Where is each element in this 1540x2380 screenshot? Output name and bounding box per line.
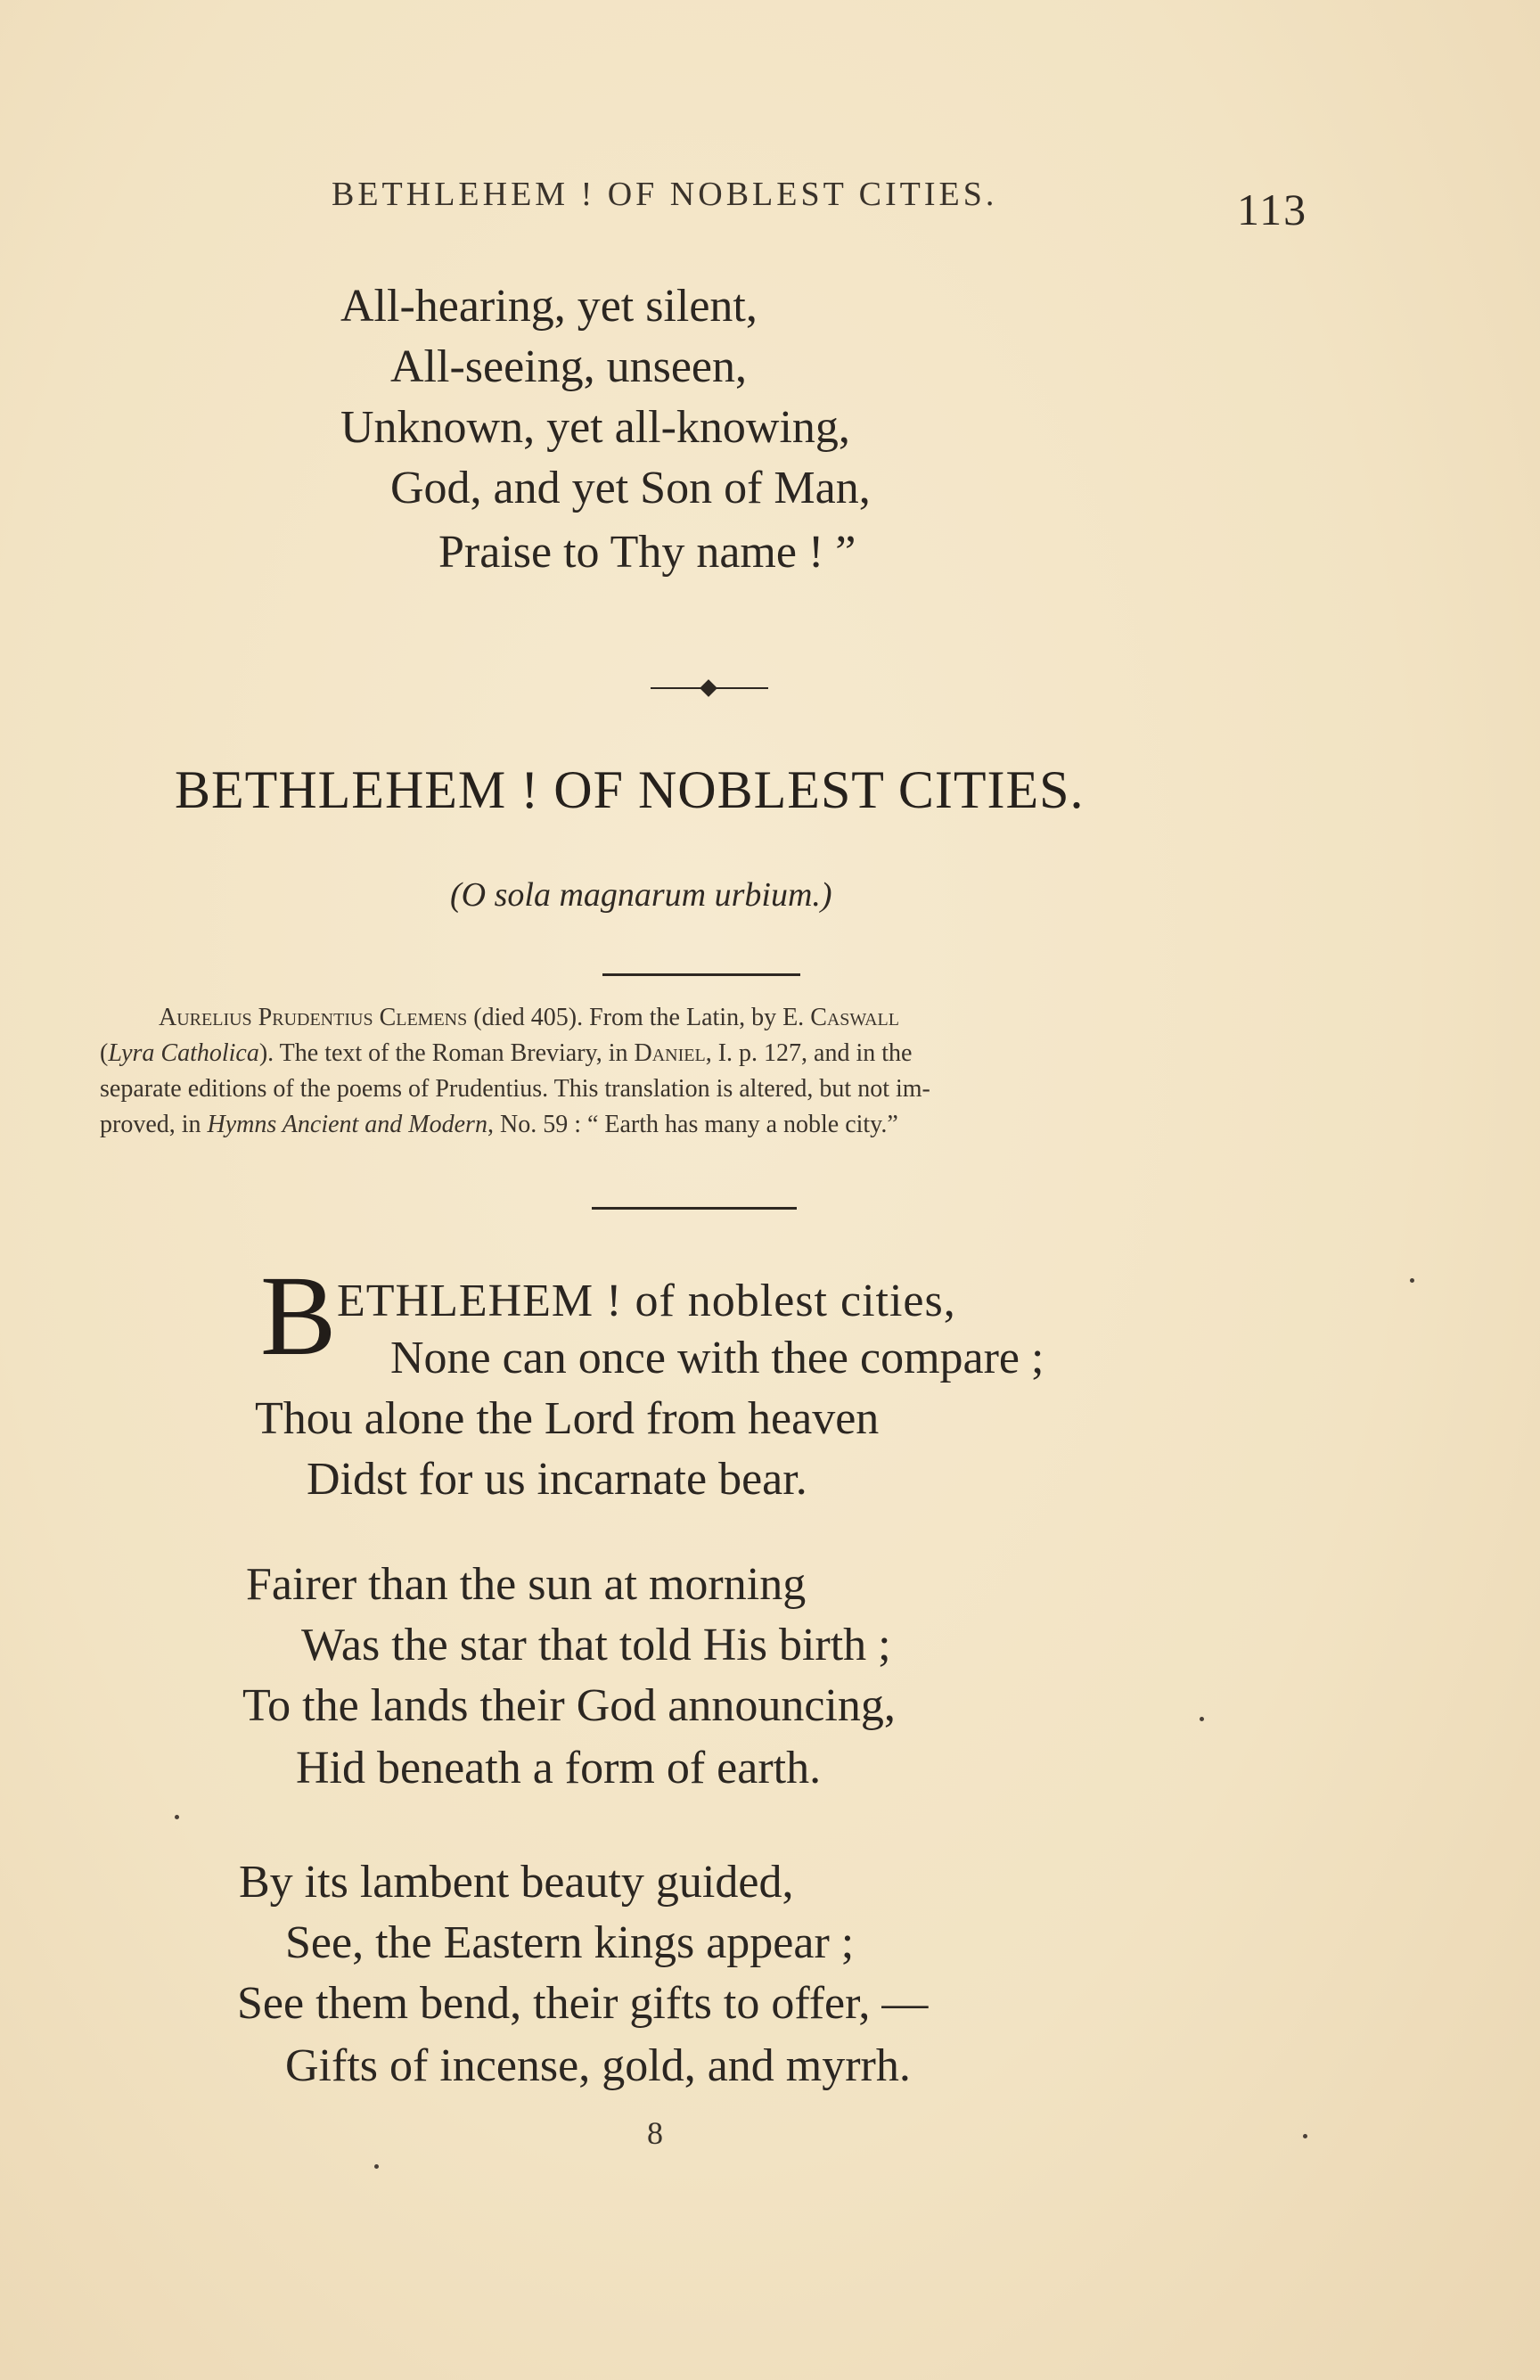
verse-line: Fairer than the sun at morning [246, 1559, 807, 1610]
verse-line: Unknown, yet all-knowing, [340, 402, 850, 453]
page-number: 113 [1237, 185, 1308, 234]
verse-line: Praise to Thy name ! ” [438, 527, 856, 578]
note-line: (Lyra Catholica). The text of the Roman Breviary, in Daniel, I. p. 127, and in the [100, 1039, 913, 1067]
note-line: proved, in Hymns Ancient and Modern, No. 59 : “ Earth has many a noble city.” [100, 1111, 898, 1138]
drop-cap: B [260, 1252, 337, 1379]
first-verse-line: ETHLEHEM ! of noblest cities, [337, 1276, 956, 1326]
verse-line: See them bend, their gifts to offer, — [237, 1978, 929, 2029]
verse-line: Thou alone the Lord from heaven [255, 1393, 880, 1444]
verse-line: All-seeing, unseen, [390, 341, 748, 392]
print-speck [1303, 2134, 1307, 2138]
hymn-subtitle: (O sola magnarum urbium.) [450, 876, 832, 914]
hymn-title: BETHLEHEM ! OF NOBLEST CITIES. [175, 760, 1085, 819]
running-head-title: BETHLEHEM ! OF NOBLEST CITIES. [332, 176, 998, 213]
verse-line: None can once with thee compare ; [390, 1333, 1044, 1383]
note-translator: Caswall [810, 1004, 899, 1031]
verse-line: To the lands their God announcing, [242, 1680, 896, 1731]
note-line: separate editions of the poems of Prudentius. This translation is altered, but not im- [100, 1075, 930, 1103]
print-speck [1200, 1717, 1204, 1721]
section-ornament [651, 677, 768, 699]
note-rule-top [602, 973, 800, 976]
verse-line: God, and yet Son of Man, [390, 463, 871, 513]
print-speck [1410, 1278, 1414, 1283]
note-author: Aurelius Prudentius Clemens [159, 1004, 468, 1031]
verse-line: By its lambent beauty guided, [239, 1857, 794, 1908]
note-line: Aurelius Prudentius Clemens (died 405). From the Latin, by E. Caswall [159, 1004, 899, 1031]
verse-line: All-hearing, yet silent, [340, 281, 758, 332]
note-source: Lyra Catholica [108, 1039, 259, 1067]
verse-line: Was the star that told His birth ; [301, 1620, 891, 1670]
note-book: Hymns Ancient and Modern [207, 1111, 487, 1138]
verse-line: Didst for us incarnate bear. [307, 1454, 807, 1505]
print-speck [374, 2164, 379, 2169]
verse-line: Gifts of incense, gold, and myrrh. [285, 2040, 911, 2091]
verse-line: See, the Eastern kings appear ; [285, 1917, 855, 1968]
note-rule-bottom [592, 1207, 797, 1210]
print-speck [175, 1815, 179, 1819]
verse-line: Hid beneath a form of earth. [296, 1743, 822, 1793]
signature-mark: 8 [647, 2115, 663, 2151]
